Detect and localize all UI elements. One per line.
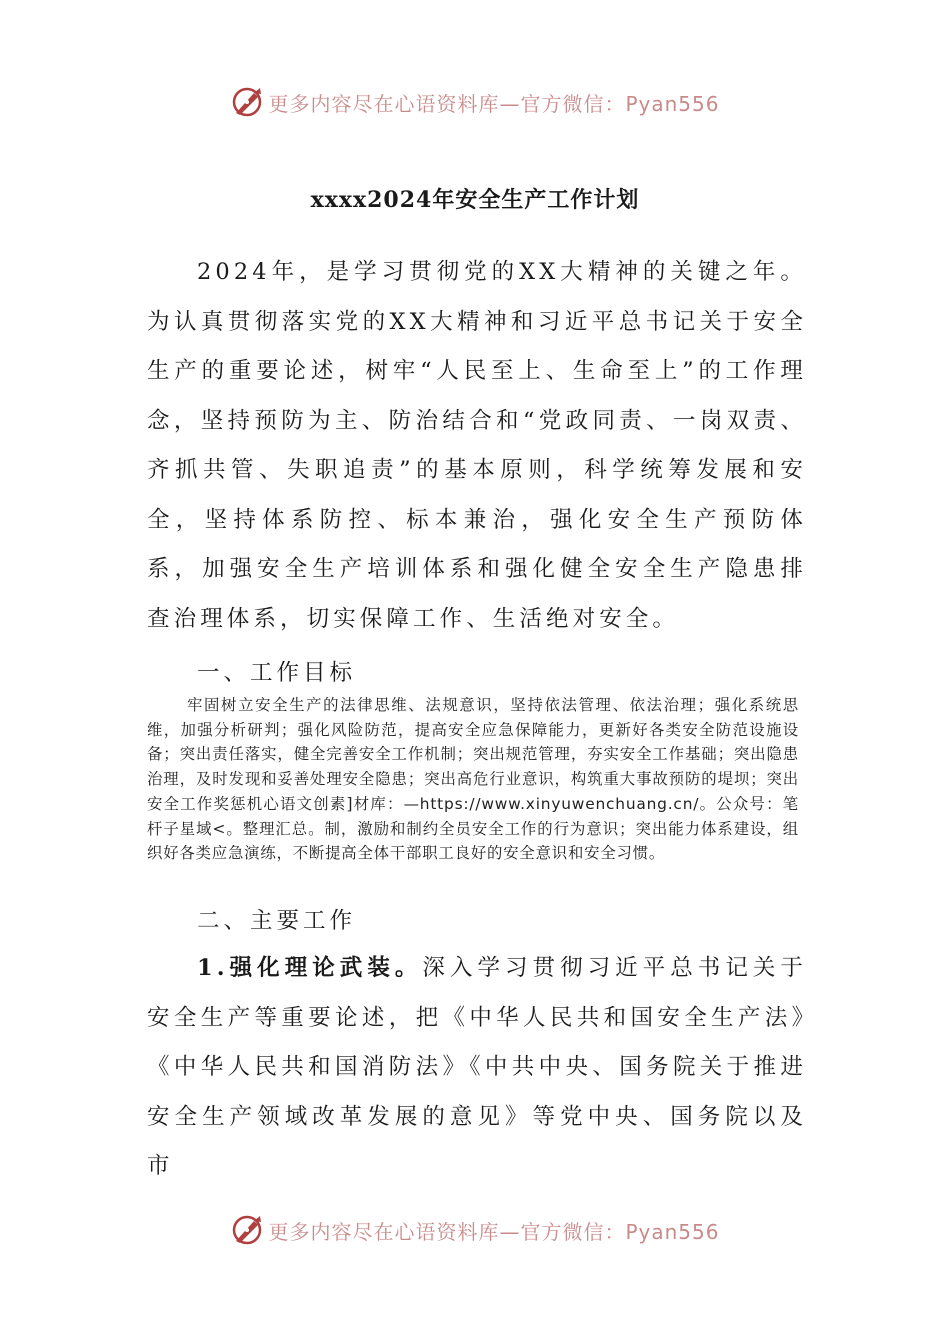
work-item-1-body: 深入学习贯彻习近平总书记关于安全生产等重要论述，把《中华人民共和国安全生产法》《中华人民共和国消防法》《中共中央、国务院关于推进安全生产领域改革发展的意见》等党中央、国务院以及市 xyxy=(147,955,808,1179)
section-heading-main-work: 二、主要工作 xyxy=(197,908,357,934)
work-item-1-paragraph xyxy=(147,944,807,1192)
pen-nib-logo-icon xyxy=(230,85,264,119)
pen-nib-logo-icon xyxy=(230,1213,264,1247)
document-title: xxxx2024年安全生产工作计划 xyxy=(310,187,640,213)
footer-watermark-banner xyxy=(0,1210,950,1250)
intro-paragraph: 2024年，是学习贯彻党的XX大精神的关键之年。为认真贯彻落实党的XX大精神和习近平总书记关于安全生产的重要论述，树牢“人民至上、生命至上”的工作理念，坚持预防为主、防治结合和“党政同责、一岗双责、齐抓共管、失职追责”的基本原则，科学统筹发展和安全，坚持体系防控、标本兼治，强化安全生产预防体系，加强安全生产培训体系和强化健全安全生产隐患排查治理体系，切实保障工作、生活绝对安全。 xyxy=(147,259,807,632)
banner-text: 更多内容尽在心语资料库—官方微信：Pyan556 xyxy=(268,91,720,116)
work-item-1-lead: 1.强化理论武装。 xyxy=(197,955,423,981)
goals-text-b: 。公众号：笔杆子星域<。整理汇总。制，激励和制约全员安全工作的行为意识；突出能力体系建设，组织好各类应急演练，不断提高全体干部职工良好的安全意识和安全习惯。 xyxy=(147,794,799,863)
goals-paragraph xyxy=(147,693,799,866)
section-heading-goals: 一、工作目标 xyxy=(197,660,357,686)
header-watermark-banner xyxy=(0,82,950,122)
goals-text-a: 牢固树立安全生产的法律思维、法规意识，坚持依法管理、依法治理；强化系统思维，加强分析研判；强化风险防范，提高安全应急保障能力，更新好各类安全防范设施设备；突出责任落实，健全完善安全工作机制；突出规范管理，夯实安全工作基础；突出隐患治理，及时发现和妥善处理安全隐患；突出高危行业意识，构筑重大事故预防的堤坝；突出安全工作奖惩机心语文创素]材库：— xyxy=(147,696,799,813)
source-url: https://www.xinyuwenchuang.cn/ xyxy=(419,794,700,813)
banner-text: 更多内容尽在心语资料库—官方微信：Pyan556 xyxy=(268,1219,720,1244)
